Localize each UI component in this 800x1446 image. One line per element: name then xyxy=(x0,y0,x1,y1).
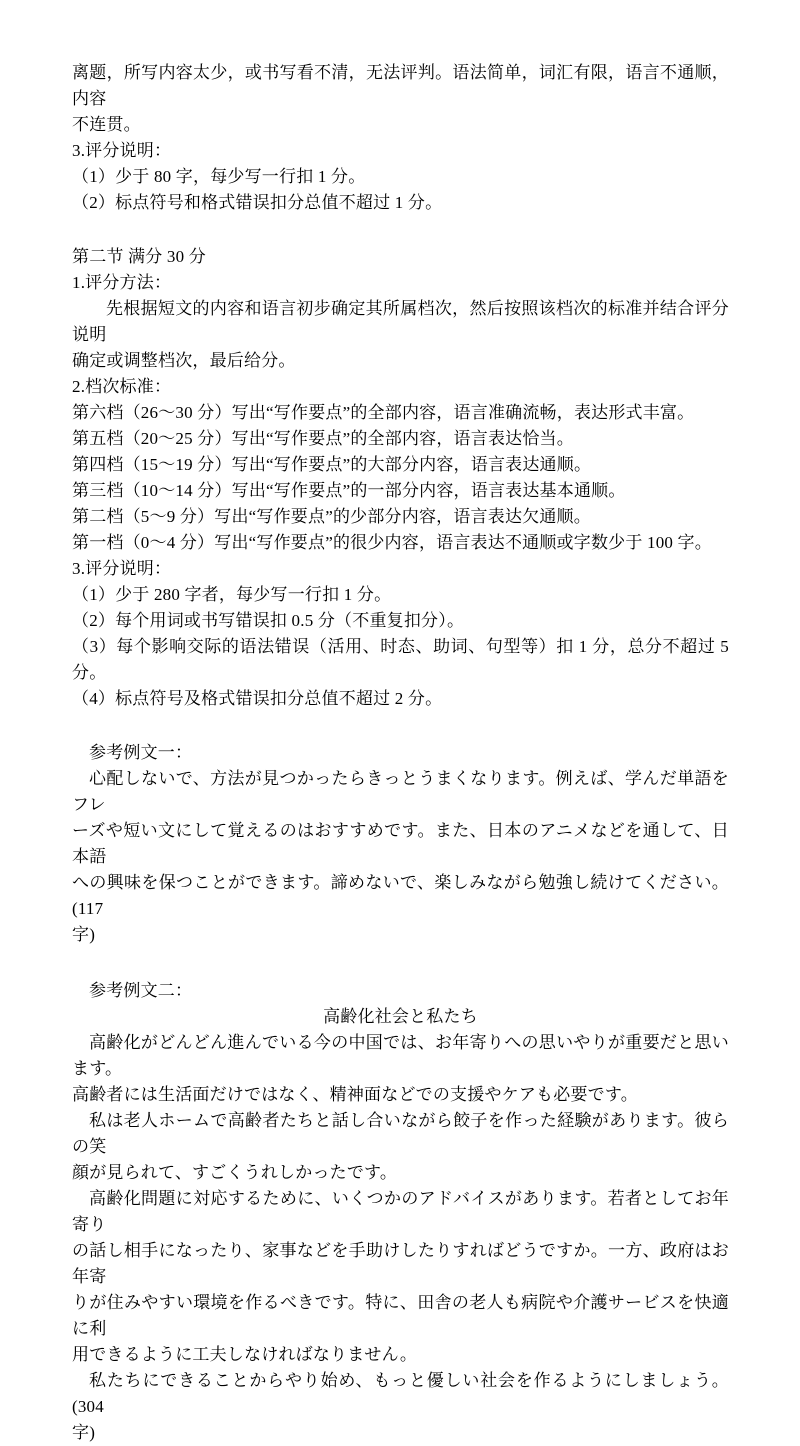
sample-essay-2-label: 参考例文二： xyxy=(89,981,193,1000)
grade-standards-heading: 2.档次标准： xyxy=(72,377,172,396)
scoring-note-item: （2）每个用词或书写错误扣 0.5 分（不重复扣分）。 xyxy=(72,611,465,630)
text-line: 先根据短文的内容和语言初步确定其所属档次，然后按照该档次的标准并结合评分说明 xyxy=(72,299,729,344)
text-line: 用できるように工夫しなければなりません。 xyxy=(72,1345,418,1364)
text-line: 心配しないで、方法が見つかったらきっとうまくなります。例えば、学んだ単語をフレ xyxy=(72,769,729,814)
text-line: 私たちにできることからやり始め、もっと優しい社会を作るようにしましょう。(304 xyxy=(72,1371,729,1416)
scoring-notes-heading: 3.评分说明： xyxy=(72,141,172,160)
grade-band-item: 第四档（15～19 分）写出“写作要点”的大部分内容，语言表达通顺。 xyxy=(72,455,592,474)
text-line: 不连贯。 xyxy=(72,115,141,134)
text-line: りが住みやすい環境を作るべきです。特に、田舎の老人も病院や介護サービスを快適に利 xyxy=(72,1293,729,1338)
scoring-notes-heading: 3.评分说明： xyxy=(72,559,172,578)
text-line: 私は老人ホームで高齢者たちと話し合いながら餃子を作った経験があります。彼らの笑 xyxy=(72,1111,729,1156)
grade-band-item: 第六档（26～30 分）写出“写作要点”的全部内容，语言准确流畅，表达形式丰富。 xyxy=(72,403,695,422)
text-line: 字) xyxy=(72,925,96,944)
text-line: 高齢化問題に対応するために、いくつかのアドバイスがあります。若者としてお年寄り xyxy=(72,1189,729,1234)
sample-essay-1-label: 参考例文一： xyxy=(89,743,193,762)
grade-band-item: 第三档（10～14 分）写出“写作要点”的一部分内容，语言表达基本通顺。 xyxy=(72,481,626,500)
section-2-heading: 第二节 满分 30 分 xyxy=(72,247,206,266)
text-line: への興味を保つことができます。諦めないで、楽しみながら勉強し続けてください。(117 xyxy=(72,873,729,918)
text-line: 确定或调整档次，最后给分。 xyxy=(72,351,296,370)
essay-title: 高齢化社会と私たち xyxy=(323,1007,478,1026)
text-line: 字) xyxy=(72,1423,96,1442)
text-line: ーズや短い文にして覚えるのはおすすめです。また、日本のアニメなどを通して、日本語 xyxy=(72,821,729,866)
text-line: 顔が見られて、すごくうれしかったです。 xyxy=(72,1163,398,1182)
scoring-note-item: （1）少于 280 字者，每少写一行扣 1 分。 xyxy=(72,585,392,604)
scoring-note-item: （4）标点符号及格式错误扣分总值不超过 2 分。 xyxy=(72,689,443,708)
text-line: 高齢化がどんどん進んでいる今の中国では、お年寄りへの思いやりが重要だと思います。 xyxy=(72,1033,729,1078)
grade-band-item: 第一档（0～4 分）写出“写作要点”的很少内容，语言表达不通顺或字数少于 100 字。 xyxy=(72,533,712,552)
grade-band-item: 第五档（20～25 分）写出“写作要点”的全部内容，语言表达恰当。 xyxy=(72,429,574,448)
scoring-note-item: （2）标点符号和格式错误扣分总值不超过 1 分。 xyxy=(72,193,443,212)
scoring-method-heading: 1.评分方法： xyxy=(72,273,172,292)
grade-band-item: 第二档（5～9 分）写出“写作要点”的少部分内容，语言表达欠通顺。 xyxy=(72,507,591,526)
text-line: の話し相手になったり、家事などを手助けしたりすればどうですか。一方、政府はお年寄 xyxy=(72,1241,729,1286)
scoring-note-item: （1）少于 80 字，每少写一行扣 1 分。 xyxy=(72,167,366,186)
text-line: 离题，所写内容太少，或书写看不清，无法评判。语法简单，词汇有限，语言不通顺，内容 xyxy=(72,63,729,108)
text-line: 高齢者には生活面だけではなく、精神面などでの支援やケアも必要です。 xyxy=(72,1085,638,1104)
scoring-note-item: （3）每个影响交际的语法错误（活用、时态、助词、句型等）扣 1 分，总分不超过 5 分。 xyxy=(72,637,729,682)
